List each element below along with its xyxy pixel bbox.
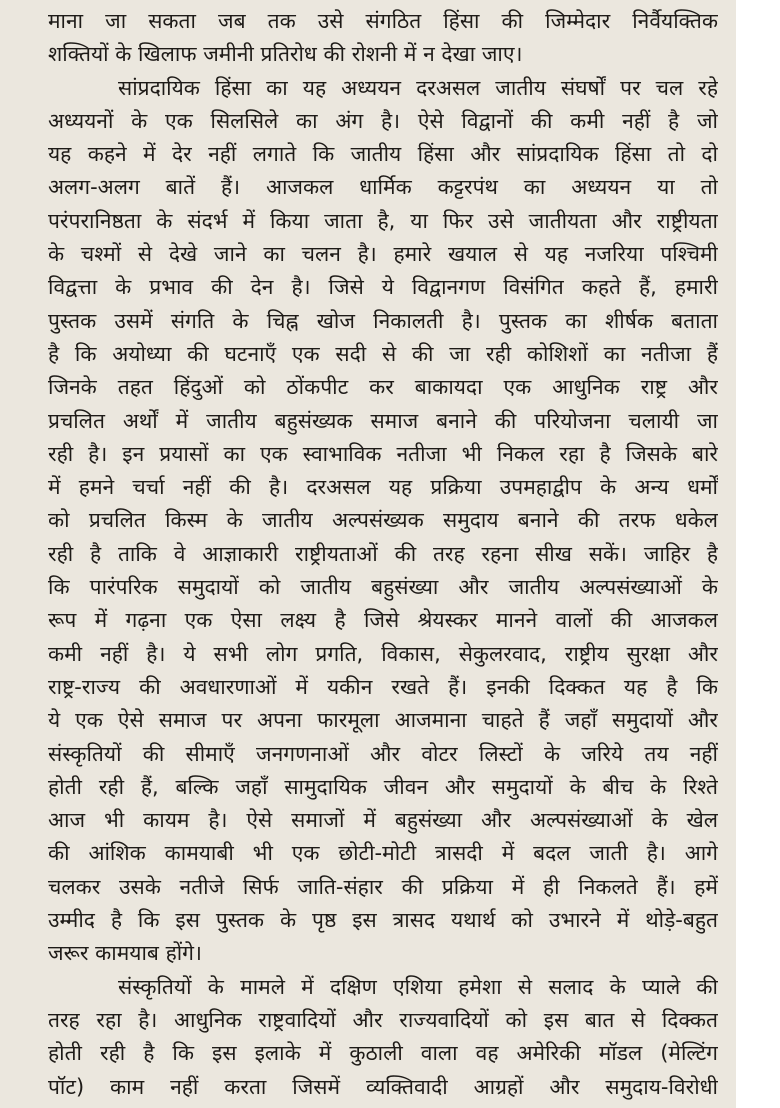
paragraph-2 — [48, 72, 718, 971]
text-line: के चश्मों से देखे जाने का चलन है। हमारे खयाल से यह नजरिया पश्चिमी — [48, 242, 718, 267]
text-line: यह कहने में देर नहीं लगाते कि जातीय हिंसा और सांप्रदायिक हिंसा तो दो — [48, 142, 718, 167]
text-line: है कि अयोध्या की घटनाएँ एक सदी से की जा रही कोशिशों का नतीजा हैं — [48, 341, 718, 366]
text-line: रही है। इन प्रयासों का एक स्वाभाविक नतीजा भी निकल रहा है जिसके बारे — [48, 441, 718, 466]
text-line: रूप में गढ़ना एक ऐसा लक्ष्य है जिसे श्रेयस्कर मानने वालों की आजकल — [48, 608, 718, 633]
text-line: प्रचलित अर्थों में जातीय बहुसंख्यक समाज बनाने की परियोजना चलायी जा — [48, 408, 718, 433]
text-line: विद्वत्ता के प्रभाव की देन है। जिसे ये विद्वानगण विसंगित कहते हैं, हमारी — [48, 275, 718, 300]
text-line: परंपरानिष्ठता के संदर्भ में किया जाता है, या फिर उसे जातीयता और राष्ट्रीयता — [48, 208, 718, 233]
text-line: संस्कृतियों के मामले में दक्षिण एशिया हमेशा से सलाद के प्याले की — [118, 974, 718, 999]
text-line: माना जा सकता जब तक उसे संगठित हिंसा की जिम्मेदार निर्वैयक्तिक — [48, 9, 718, 33]
text-line: कमी नहीं है। ये सभी लोग प्रगति, विकास, सेकुलरवाद, राष्ट्रीय सुरक्षा और — [48, 641, 718, 666]
paragraph-3 — [48, 971, 718, 1104]
text-line: अलग-अलग बातें हैं। आजकल धार्मिक कट्टरपंथ का अध्ययन या तो — [48, 175, 718, 200]
text-line: तरह रहा है। आधुनिक राष्ट्रवादियों और राज्यवादियों को इस बात से दिक्कत — [48, 1007, 718, 1032]
text-line: होती रही है कि इस इलाके में कुठाली वाला वह अमेरिकी मॉडल (मेल्टिंग — [48, 1041, 718, 1066]
text-line: संस्कृतियों की सीमाएँ जनगणनाओं और वोटर लिस्टों के जरिये तय नहीं — [48, 741, 718, 766]
text-line: चलकर उसके नतीजे सिर्फ जाति-संहार की प्रक्रिया में ही निकलते हैं। हमें — [48, 874, 718, 899]
text-line: सांप्रदायिक हिंसा का यह अध्ययन दरअसल जातीय संघर्षों पर चल रहे — [118, 75, 718, 100]
text-line: उम्मीद है कि इस पुस्तक के पृष्ठ इस त्रासद यथार्थ को उभारने में थोड़े-बहुत — [48, 908, 718, 933]
text-line: पुस्तक उसमें संगति के चिह्न खोज निकालती है। पुस्तक का शीर्षक बताता — [48, 308, 718, 333]
text-line: पॉट) काम नहीं करता जिसमें व्यक्तिवादी आग्रहों और समुदाय-विरोधी — [48, 1074, 718, 1099]
text-line: शक्तियों के खिलाफ जमीनी प्रतिरोध की रोशनी में न देखा जाए। — [48, 42, 523, 67]
text-line: को प्रचलित किस्म के जातीय अल्पसंख्यक समुदाय बनाने की तरफ धकेल — [48, 508, 718, 533]
text-line: अध्ययनों के एक सिलसिले का अंग है। ऐसे विद्वानों की कमी नहीं है जो — [48, 108, 718, 133]
text-line: राष्ट्र-राज्य की अवधारणाओं में यकीन रखते हैं। इनकी दिक्कत यह है कि — [48, 674, 718, 699]
page-text — [48, 5, 718, 1104]
text-line: होती रही हैं, बल्कि जहाँ सामुदायिक जीवन और समुदायों के बीच के रिश्ते — [48, 774, 718, 799]
text-line: की आंशिक कामयाबी भी एक छोटी-मोटी त्रासदी में बदल जाती है। आगे — [48, 841, 718, 866]
text-line: जिनके तहत हिंदुओं को ठोंकपीट कर बाकायदा एक आधुनिक राष्ट्र और — [48, 375, 718, 400]
text-line: कि पारंपरिक समुदायों को जातीय बहुसंख्या और जातीय अल्पसंख्याओं के — [48, 575, 718, 600]
paragraph-1 — [48, 5, 718, 72]
text-line: आज भी कायम है। ऐसे समाजों में बहुसंख्या और अल्पसंख्याओं के खेल — [48, 808, 718, 833]
text-line: में हमने चर्चा नहीं की है। दरअसल यह प्रक्रिया उपमहाद्वीप के अन्य धर्मों — [48, 475, 718, 500]
text-line: ये एक ऐसे समाज पर अपना फारमूला आजमाना चाहते हैं जहाँ समुदायों और — [48, 708, 718, 733]
text-line: रही है ताकि वे आज्ञाकारी राष्ट्रीयताओं की तरह रहना सीख सकें। जाहिर है — [48, 541, 718, 566]
text-line: जरूर कामयाब होंगे। — [48, 941, 202, 966]
